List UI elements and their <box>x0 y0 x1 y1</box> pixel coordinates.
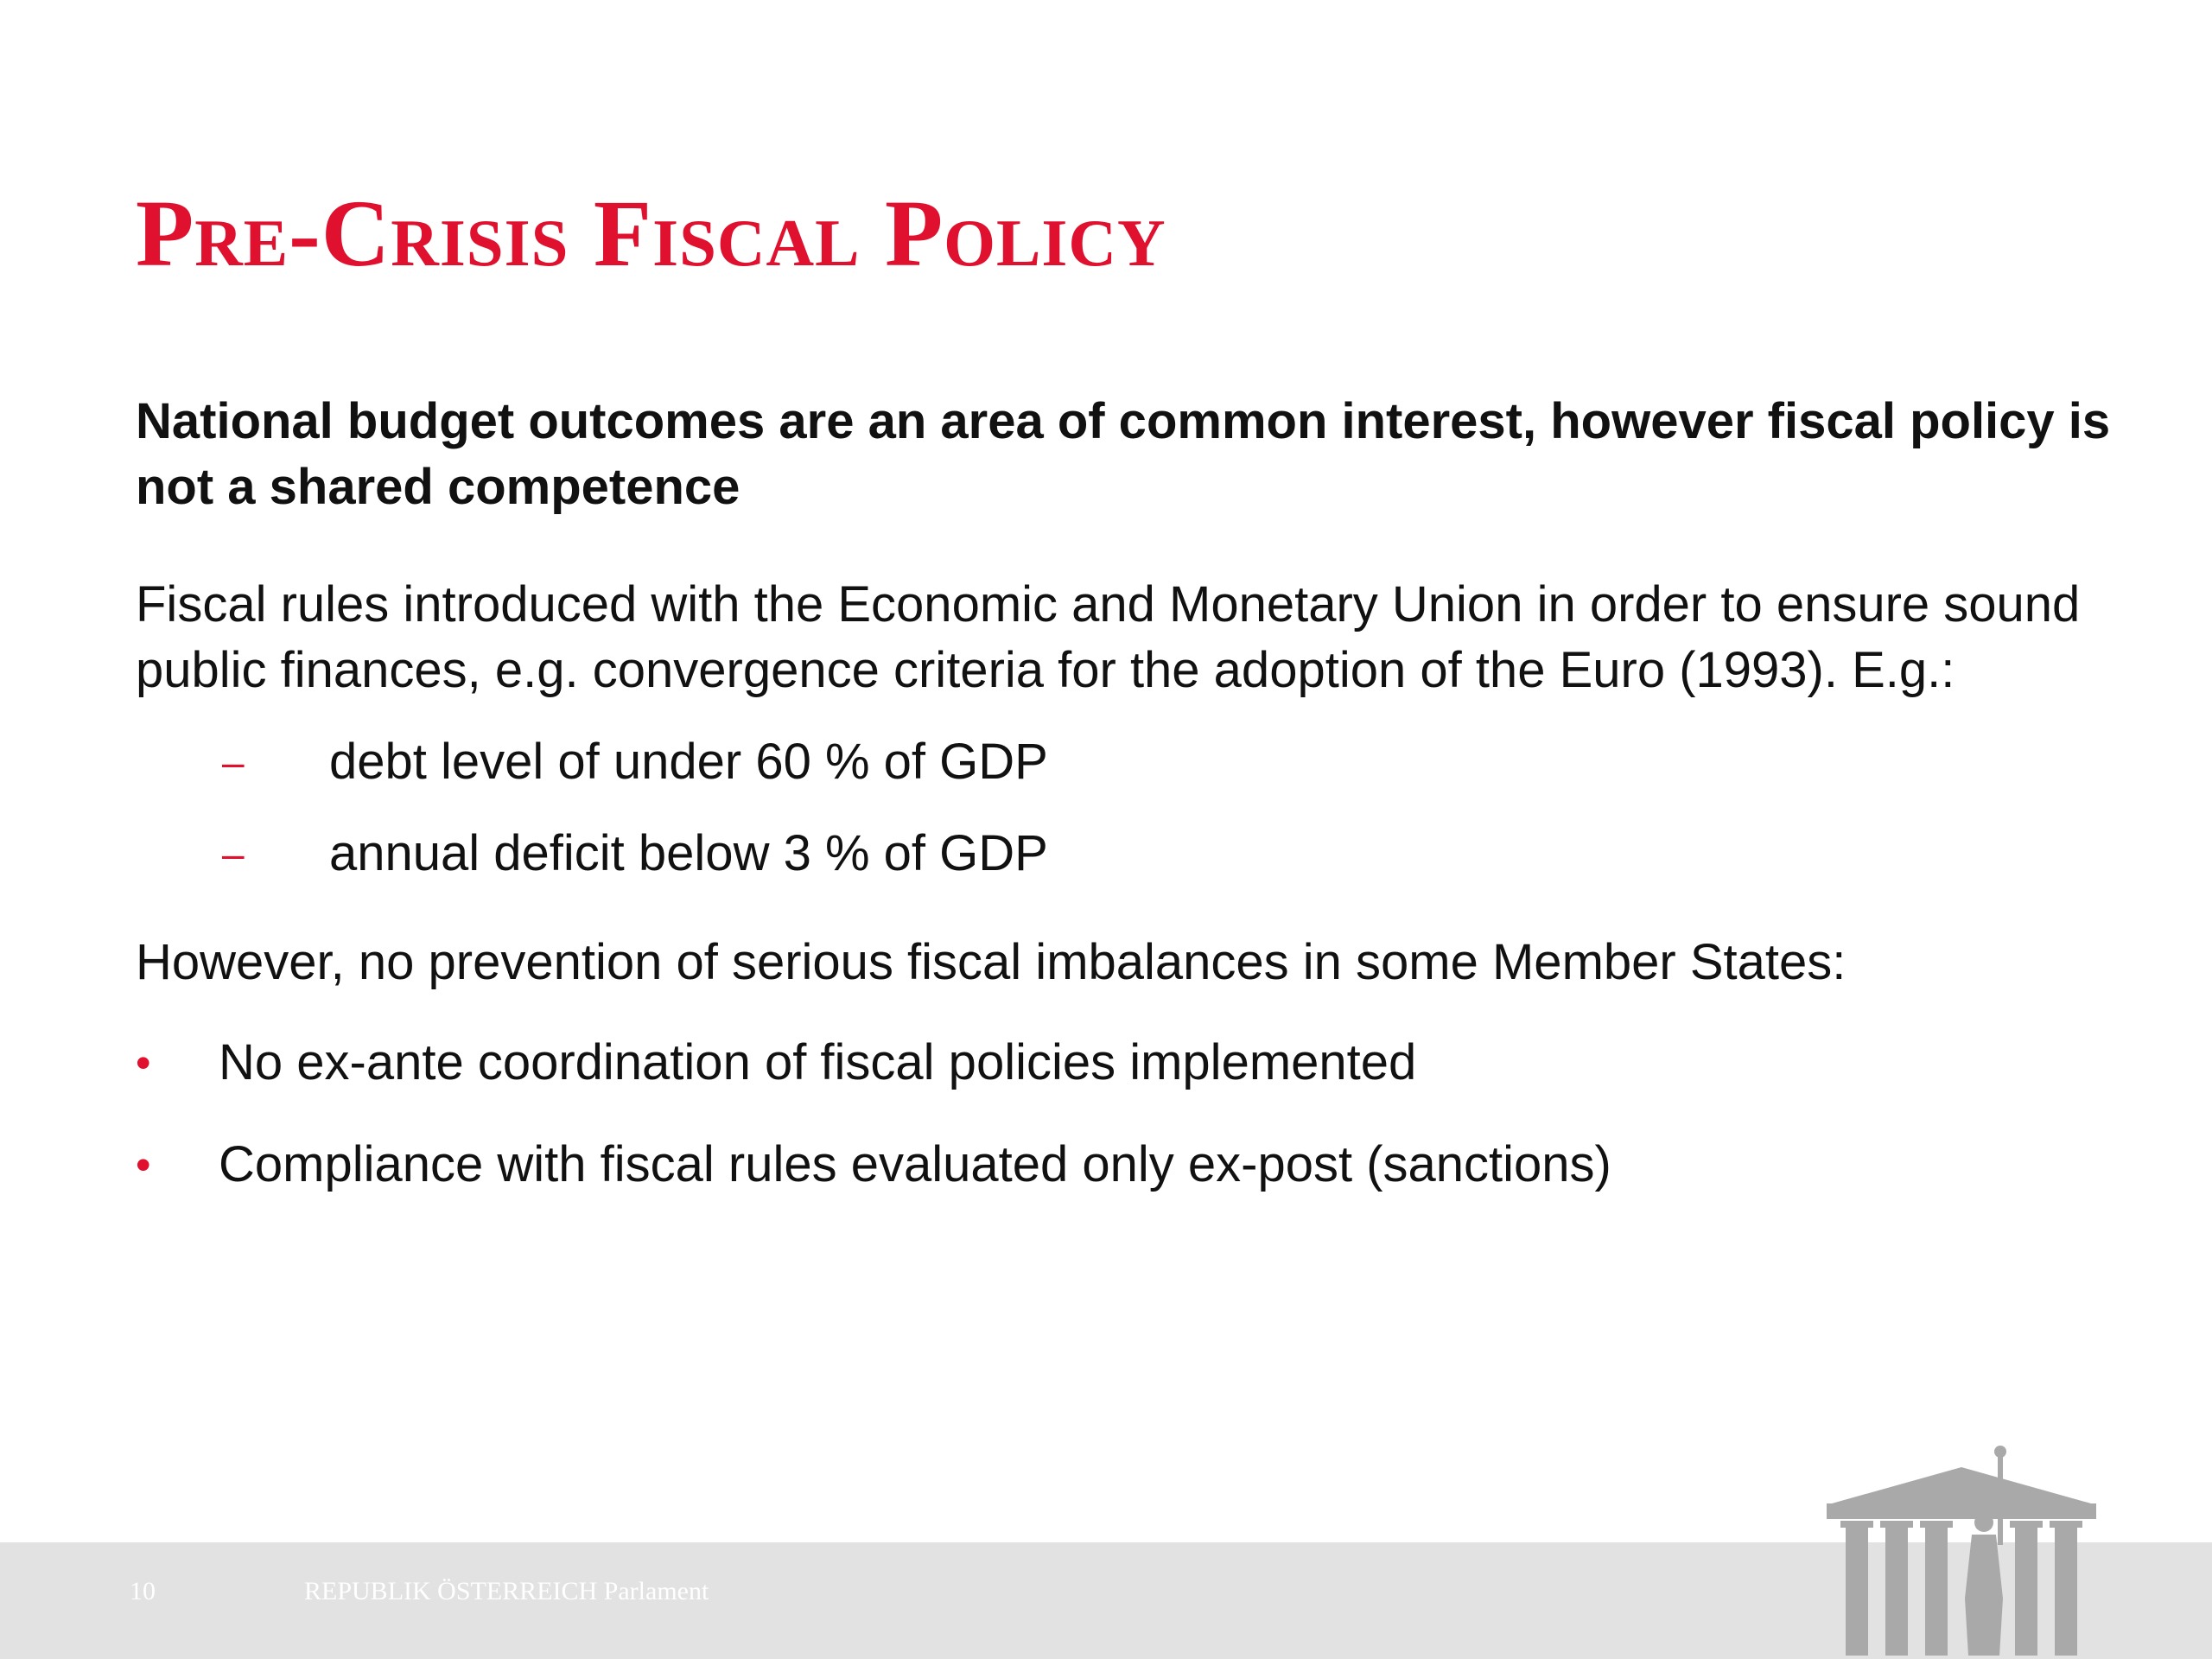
list-item <box>136 729 2123 795</box>
imbalances-paragraph: However, no prevention of serious fiscal imbalances in some Member States: <box>136 934 1847 990</box>
list-item-text: annual deficit below 3 % of GDP <box>329 825 1048 881</box>
list-item-text: debt level of under 60 % of GDP <box>329 734 1048 790</box>
criteria-list <box>136 729 2123 887</box>
list-item-text: No ex-ante coordination of fiscal policies implemented <box>219 1034 1417 1090</box>
slide-title: Pre-Crisis Fiscal Policy <box>136 181 1166 286</box>
page-number: 10 <box>130 1577 156 1605</box>
dash-marker: – <box>222 831 245 876</box>
list-item-text: Compliance with fiscal rules evaluated only ex-post (sanctions) <box>219 1136 1611 1192</box>
parliament-building-icon <box>1815 1443 2108 1659</box>
lead-statement: National budget outcomes are an area of common interest, however fiscal policy is not a shared competence <box>136 393 2111 515</box>
bullet-list <box>136 1030 2123 1198</box>
list-item <box>136 1132 2123 1198</box>
bullet-marker: • <box>136 1039 151 1087</box>
bullet-marker: • <box>136 1141 151 1189</box>
dash-marker: – <box>222 740 245 785</box>
list-item <box>136 821 2123 887</box>
fiscal-rules-paragraph: Fiscal rules introduced with the Economic and Monetary Union in order to ensure sound public finances, e.g. convergence criteria for the adoption of the Euro (1993). E.g.: <box>136 576 2081 698</box>
list-item <box>136 1030 2123 1096</box>
slide-content <box>136 389 2123 1234</box>
footer-organization: REPUBLIK ÖSTERREICH Parlament <box>304 1577 709 1605</box>
